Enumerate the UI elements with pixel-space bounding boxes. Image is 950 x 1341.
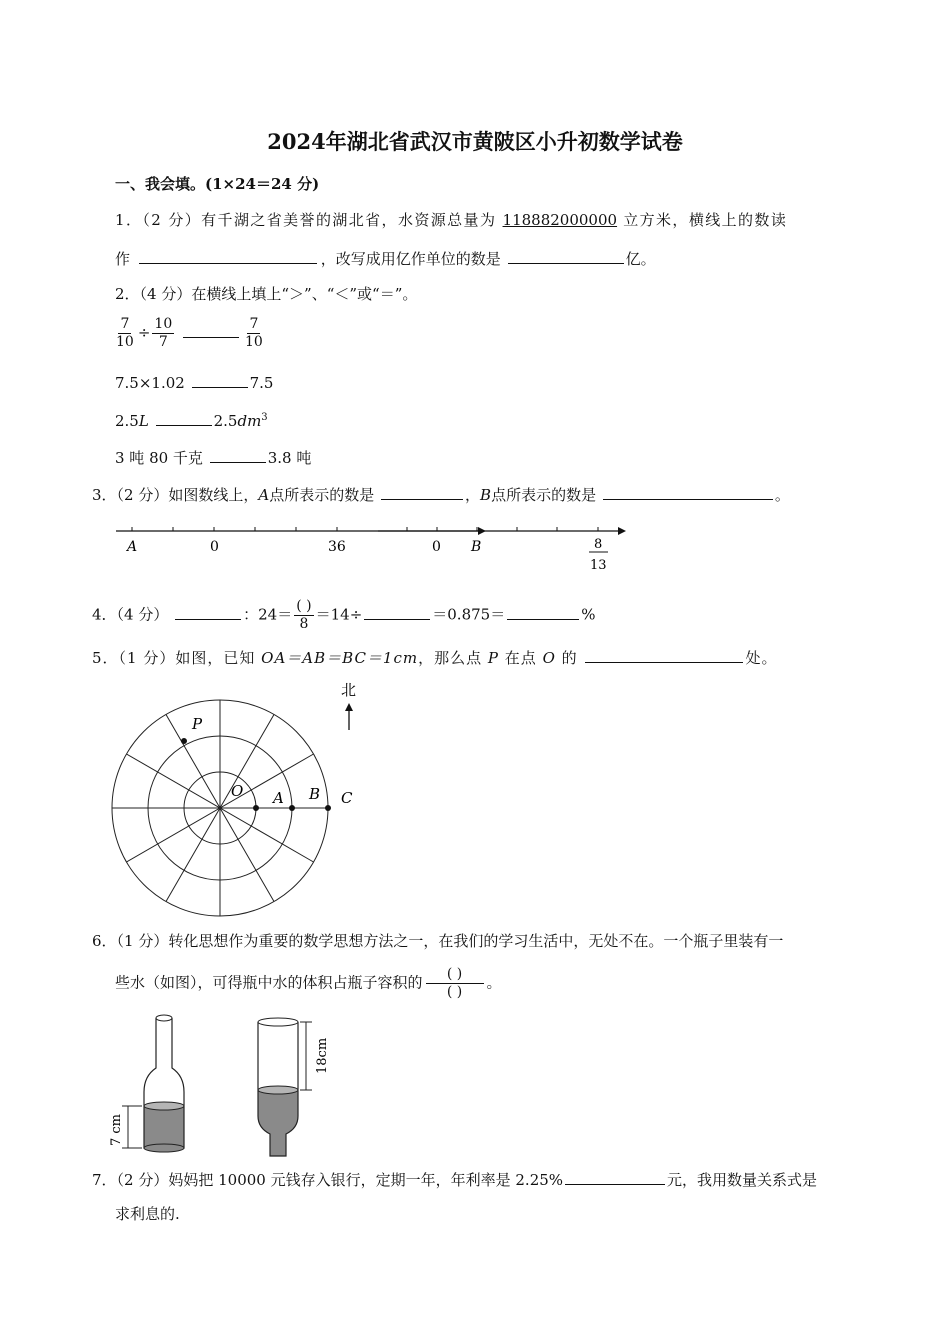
q5-o: O <box>542 649 556 667</box>
q2-row3-right-unit: dm <box>237 412 262 430</box>
q2-row2-left: 7.5×1.02 <box>115 374 185 392</box>
q1-text-e: 亿。 <box>625 250 656 268</box>
q2-f2-num: 10 <box>154 316 173 332</box>
q4-colon: ：24＝ <box>243 605 293 624</box>
q2-row-1 <box>112 316 267 351</box>
q6-fraction-blank[interactable] <box>425 966 485 1001</box>
q2-blank-1[interactable] <box>183 321 239 338</box>
q4-blank-1[interactable] <box>175 603 241 620</box>
question-1-line-1 <box>115 210 787 230</box>
question-5 <box>92 646 777 668</box>
bottle-1-water-surface <box>144 1102 184 1110</box>
q4-frac-num: ( ) <box>296 598 312 614</box>
bottle-1-water <box>144 1106 184 1148</box>
q2-f3-num: 7 <box>249 316 259 332</box>
q7-number: 7． <box>92 1171 117 1189</box>
q3-sep: ， <box>465 486 481 504</box>
label-c: C <box>341 789 353 807</box>
line2-label-b: B <box>471 539 482 555</box>
question-7-line-2: 求利息的. <box>115 1205 180 1223</box>
q6-number: 6． <box>92 932 117 950</box>
question-1-line-2 <box>115 247 656 269</box>
bottle-2-water-surface <box>258 1086 298 1094</box>
point-b <box>289 805 295 811</box>
q1-text-c: 作 <box>115 250 131 268</box>
point-p <box>181 738 187 744</box>
radial-lines <box>112 700 328 916</box>
q1-water-value: 118882000000 <box>502 211 618 229</box>
q3-text-a: 如图数线上， <box>168 486 259 504</box>
q2-row-3 <box>115 408 268 431</box>
q5-text-c: 在点 <box>504 649 537 667</box>
q3-number: 3． <box>92 486 117 504</box>
q5-score: （1 分） <box>118 649 176 667</box>
north-label: 北 <box>341 681 357 699</box>
line2-frac-den: 13 <box>590 558 607 573</box>
q2-row-2 <box>115 371 273 393</box>
label-b: B <box>309 785 321 803</box>
q2-fraction-3 <box>243 316 265 351</box>
q4-fraction <box>294 598 313 633</box>
question-3-stem <box>92 483 790 505</box>
q5-blank[interactable] <box>585 646 743 663</box>
q2-row-4 <box>115 446 311 468</box>
q3-text-b: 点所表示的数是 <box>269 486 375 504</box>
q6-frac-num: ( ) <box>426 966 484 984</box>
q1-number: 1． <box>115 211 143 229</box>
line2-label-0: 0 <box>432 539 441 555</box>
line1-label-36: 36 <box>328 539 346 555</box>
q5-p: P <box>487 649 499 667</box>
q2-row4-left: 3 吨 80 千克 <box>115 449 203 467</box>
q1-read-blank[interactable] <box>139 247 317 264</box>
q5-end: 处。 <box>745 649 778 667</box>
q6-text-b: 些水（如图），可得瓶中水的体积占瓶子容积的 <box>115 973 423 992</box>
line2-frac-num: 8 <box>594 537 603 552</box>
q6-bottle-figure <box>108 1010 348 1160</box>
q6-end: 。 <box>486 973 502 992</box>
bottle-2-top <box>258 1018 298 1026</box>
q2-f3-den: 10 <box>245 334 263 350</box>
question-2-stem <box>115 284 417 304</box>
q4-percent: % <box>581 605 596 624</box>
q7-text-b: 元，我用数量关系式是 <box>667 1171 818 1189</box>
label-18cm: 18cm <box>315 1037 330 1074</box>
q2-row3-left: 2.5 <box>115 412 139 430</box>
q2-row4-right: 3.8 吨 <box>267 449 312 467</box>
bottle-1-mouth <box>156 1015 172 1021</box>
q1-yi-blank[interactable] <box>508 247 624 264</box>
q2-f1-num: 7 <box>120 316 130 332</box>
q2-blank-2[interactable] <box>192 371 248 388</box>
q5-polar-diagram <box>105 675 375 935</box>
q4-frac-den: 8 <box>299 616 309 632</box>
label-a: A <box>273 789 284 807</box>
q2-text: 在横线上填上“＞”、“＜”或“＝”。 <box>191 285 418 303</box>
q7-blank[interactable] <box>565 1168 665 1185</box>
q3-score: （2 分） <box>116 486 169 504</box>
q1-text-d: ，改写成用亿作单位的数是 <box>320 250 501 268</box>
q1-score: （2 分） <box>142 211 202 229</box>
question-7-line-1 <box>92 1168 817 1190</box>
q2-score: （4 分） <box>139 285 192 303</box>
q2-row3-sup: 3 <box>261 412 268 423</box>
section-header: 一、我会填。(1×24＝24 分) <box>115 175 320 193</box>
q3-blank-a[interactable] <box>381 483 463 500</box>
q1-text: 有千湖之省美誉的湖北省，水资源总量为 <box>201 211 497 229</box>
q3-text-c: 点所表示的数是 <box>491 486 597 504</box>
bottle-2-neck-water <box>258 1116 298 1156</box>
q5-text-d: 的 <box>561 649 578 667</box>
q3-point-a: A <box>258 486 270 504</box>
q2-fraction-2 <box>152 316 174 351</box>
q4-eq: ＝0.875＝ <box>432 605 506 624</box>
q4-blank-2[interactable] <box>364 603 430 620</box>
q3-end: 。 <box>774 486 790 504</box>
point-c <box>325 805 331 811</box>
q6-score: （1 分） <box>116 932 169 950</box>
q2-divide-sign: ÷ <box>137 323 151 342</box>
q4-mid: ＝14÷ <box>315 605 363 624</box>
q2-row3-right: 2.5 <box>213 412 238 430</box>
label-p: P <box>192 715 203 733</box>
q6-text-a: 转化思想作为重要的数学思想方法之一，在我们的学习生活中，无处不在。一个瓶子里装有一 <box>168 932 784 950</box>
q4-number: 4． <box>92 605 117 624</box>
q1-text-b: 立方米，横线上的数读 <box>623 211 788 229</box>
page-title: 2024年湖北省武汉市黄陂区小升初数学试卷 <box>267 129 683 154</box>
q6-frac-den: ( ) <box>446 984 463 1000</box>
q5-unit: cm <box>393 649 419 667</box>
q3-point-b: B <box>480 486 492 504</box>
q5-number: 5． <box>92 649 119 667</box>
q4-score: （4 分） <box>116 605 169 624</box>
q7-score: （2 分） <box>116 1171 169 1189</box>
q4-blank-3[interactable] <box>507 603 579 620</box>
q5-text-a: 如图，已知 <box>175 649 256 667</box>
q3-number-lines <box>110 518 650 578</box>
label-o: O <box>231 782 244 800</box>
q2-blank-3[interactable] <box>156 409 212 426</box>
label-7cm: 7 cm <box>109 1113 124 1146</box>
point-a <box>253 805 259 811</box>
q3-blank-b[interactable] <box>603 483 773 500</box>
q2-fraction-1 <box>114 316 136 351</box>
q2-f2-den: 7 <box>158 334 168 350</box>
line1-label-a: A <box>127 539 138 555</box>
line1-label-0: 0 <box>210 539 219 555</box>
bottle-1-base <box>144 1144 184 1152</box>
north-arrowhead-icon <box>345 703 353 711</box>
question-6-line-1 <box>92 931 783 951</box>
q5-equation: OA＝AB＝BC＝1 <box>261 649 394 667</box>
q2-blank-4[interactable] <box>210 446 266 463</box>
q2-row3-left-unit: L <box>138 412 149 430</box>
q5-text-b: ，那么点 <box>418 649 483 667</box>
q2-number: 2． <box>115 285 140 303</box>
q2-row2-right: 7.5 <box>249 374 274 392</box>
q7-text-a: 妈妈把 10000 元钱存入银行，定期一年，年利率是 2.25% <box>168 1171 564 1189</box>
q2-f1-den: 10 <box>116 334 134 350</box>
question-4 <box>92 598 595 633</box>
number-line-2-arrow <box>618 527 626 535</box>
question-6-line-2 <box>115 966 502 1001</box>
